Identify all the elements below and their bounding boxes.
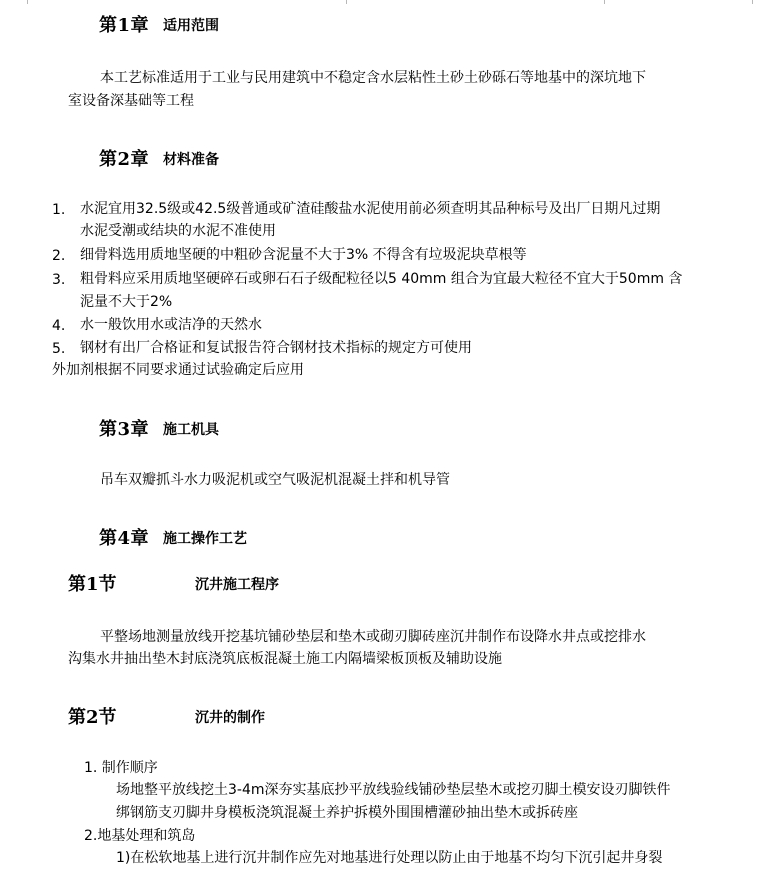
chapter-3-title: 施工机具 (163, 422, 219, 438)
material-item-1-line-2: 水泥受潮或结块的水泥不准使用 (80, 223, 276, 239)
material-item-5-line-1: 钢材有出厂合格证和复试报告符合钢材技术指标的规定方可使用 (80, 340, 472, 356)
production-order-line-2: 绑钢筋支刃脚井身模板浇筑混凝土养护拆模外围围槽灌砂抽出垫木或拆砖座 (116, 805, 578, 821)
production-order-line-1: 场地整平放线挖土3-4m深夯实基底抄平放线验线铺砂垫层垫木或挖刃脚土模安设刃脚铁件 (116, 782, 671, 798)
chapter-1-number: 第1章 (99, 15, 150, 36)
chapter-1-paragraph-line-2: 室设备深基础等工程 (68, 93, 194, 109)
section-1-paragraph-line-1: 平整场地测量放线开挖基坑铺砂垫层和垫木或砌刃脚砖座沉井制作布设降水井点或挖排水 (100, 629, 646, 645)
material-item-3-line-1: 粗骨料应采用质地坚硬碎石或卵石石子级配粒径以5 40mm 组合为宜最大粒径不宜大于50mm 含 (80, 271, 683, 287)
chapter-2-title: 材料准备 (163, 152, 219, 168)
production-order-heading: 1. 制作顺序 (84, 760, 158, 776)
material-item-2-line-1: 细骨料选用质地坚硬的中粗砂含泥量不大于3% 不得含有垃圾泥块草根等 (80, 247, 527, 263)
material-extra-note: 外加剂根据不同要求通过试验确定后应用 (52, 362, 304, 378)
section-2-title: 沉井的制作 (195, 710, 265, 726)
section-2-number: 第2节 (68, 707, 117, 728)
material-item-3-line-2: 泥量不大于2% (80, 294, 173, 310)
material-item-5-number: 5. (52, 341, 66, 357)
chapter-4-title: 施工操作工艺 (163, 531, 247, 547)
chapter-2-number: 第2章 (99, 149, 150, 170)
section-1-paragraph-line-2: 沟集水井抽出垫木封底浇筑底板混凝土施工内隔墙梁板顶板及辅助设施 (68, 651, 502, 667)
chapter-3-number: 第3章 (99, 419, 150, 440)
material-item-4-line-1: 水一般饮用水或洁净的天然水 (80, 317, 262, 333)
chapter-4-number: 第4章 (99, 528, 150, 549)
section-1-number: 第1节 (68, 574, 117, 595)
foundation-treatment-line-1: 1)在松软地基上进行沉井制作应先对地基进行处理以防止由于地基不均匀下沉引起井身裂 (116, 850, 663, 866)
page-corner-marks (0, 0, 779, 4)
material-item-1-number: 1. (52, 202, 66, 218)
foundation-treatment-heading: 2.地基处理和筑岛 (84, 828, 196, 844)
section-1-title: 沉井施工程序 (195, 577, 279, 593)
material-item-1-line-1: 水泥宜用32.5级或42.5级普通或矿渣硅酸盐水泥使用前必须查明其品种标号及出厂日期凡过期 (80, 201, 661, 217)
chapter-1-title: 适用范围 (163, 18, 219, 34)
chapter-3-paragraph: 吊车双瓣抓斗水力吸泥机或空气吸泥机混凝土拌和机导管 (100, 472, 450, 488)
chapter-1-paragraph-line-1: 本工艺标准适用于工业与民用建筑中不稳定含水层粘性土砂土砂砾石等地基中的深坑地下 (100, 70, 646, 86)
material-item-4-number: 4. (52, 318, 66, 334)
material-item-2-number: 2. (52, 248, 66, 264)
material-item-3-number: 3. (52, 272, 66, 288)
